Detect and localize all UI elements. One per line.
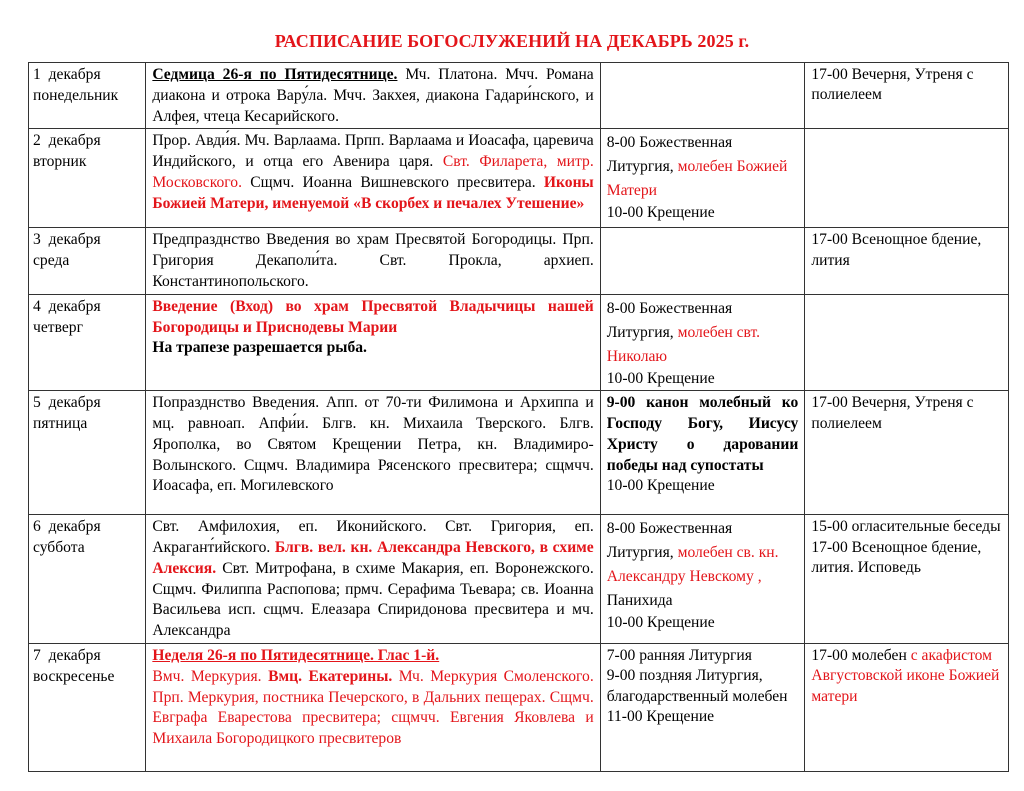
commemoration-text: Мч. Меркурия Смоленского. Прп. Меркурия, постника Печерского, в Дальних пещерах. Сщмч. Евграфа Еварестова пресвитера; сщмчч. Евгения Яковлева и Михаила Богородицкого пресвитеров xyxy=(152,667,594,748)
service-entry xyxy=(607,707,799,727)
evening-services-cell xyxy=(805,228,1009,294)
service-text: 7-00 ранняя Литургия xyxy=(606,646,752,664)
commemoration-text: Свт. Митрофана, в схиме Макария, еп. Воронежского. Сщмч. Филиппа Распопова; прмч. Серафима Тьевара; св. Иоанна Васильева исп. сщмч. Елеазара Спиридонова пресвитера и мч. Александра xyxy=(152,559,594,640)
service-text: Панихида xyxy=(606,592,673,610)
service-text: 10-00 Крещение xyxy=(606,477,715,495)
weekday: пятница xyxy=(33,414,88,432)
morning-services-cell xyxy=(600,643,805,771)
service-text: 17-00 Вечерня, Утреня с полиелеем xyxy=(811,66,974,104)
evening-services-cell xyxy=(805,63,1009,129)
service-text: 17-00 Всенощное бдение, лития. Исповедь xyxy=(811,538,982,576)
service-entry xyxy=(607,393,799,476)
date-cell xyxy=(29,515,146,644)
commemoration-text: Сщмч. Иоанна Вишневского пресвитера. xyxy=(241,173,544,191)
service-entry xyxy=(811,517,1002,537)
date-cell xyxy=(29,63,146,129)
service-entry xyxy=(811,65,1002,106)
schedule-row xyxy=(29,515,1009,644)
service-text: 8-00 Божественная Литургия, xyxy=(606,520,733,562)
date-cell xyxy=(29,129,146,228)
morning-services-cell xyxy=(600,63,805,129)
commemoration-cell xyxy=(146,643,600,771)
service-text: молебен св. кн. Александру Невскому , xyxy=(606,544,779,586)
commemoration-cell xyxy=(146,391,600,515)
commemoration-cell xyxy=(146,228,600,294)
commemoration-text: Седмица 26-я по Пятидесятнице. xyxy=(152,66,398,83)
service-entry xyxy=(811,646,1002,707)
date: 6 декабря xyxy=(33,518,101,536)
schedule-row xyxy=(29,129,1009,228)
date: 2 декабря xyxy=(33,132,101,150)
service-text: 10-00 Крещение xyxy=(606,204,715,222)
service-entry xyxy=(607,131,799,203)
service-entry xyxy=(607,613,799,633)
service-entry xyxy=(607,203,799,223)
service-text: 9-00 поздняя Литургия, благодарственный молебен xyxy=(606,667,788,705)
weekday: четверг xyxy=(33,318,83,336)
service-text: с акафистом Августовской иконе Божией матери xyxy=(811,646,1000,705)
commemoration-text: Попразднство Введения. Апп. от 70-ти Филимона и Архиппа и мц. равноап. Апфи́и. Блгв. кн. Михаила Тверского. Блгв. Ярополка, во Святом Крещении Петра, кн. Владимиро-Волынского. Сщмч. Владимира Рясенского пресвитера; сщмчч. Иоасафа, еп. Могилевского xyxy=(152,394,594,495)
commemoration-text: Введение (Вход) во храм Пресвятой Владычицы нашей Богородицы и Приснодевы Марии xyxy=(152,297,594,336)
date-cell xyxy=(29,294,146,390)
morning-services-cell xyxy=(600,228,805,294)
service-entry xyxy=(607,646,799,666)
commemoration-text: Предпразднство Введения во храм Пресвятой Богородицы. Прп. Григория Декаполи́та. Свт. Прокла, архиеп. Константинопольского. xyxy=(152,231,594,290)
date-cell xyxy=(29,643,146,771)
schedule-row xyxy=(29,643,1009,771)
service-text: молебен Божией Матери xyxy=(606,158,788,200)
evening-services-cell xyxy=(805,643,1009,771)
service-entry xyxy=(607,476,799,496)
service-text: 17-00 молебен xyxy=(811,646,911,664)
date-cell xyxy=(29,228,146,294)
schedule-row xyxy=(29,294,1009,390)
weekday: воскресенье xyxy=(33,667,115,685)
schedule-row xyxy=(29,63,1009,129)
service-text: 11-00 Крещение xyxy=(606,708,715,726)
evening-services-cell xyxy=(805,129,1009,228)
service-text: 8-00 Божественная Литургия, xyxy=(606,299,733,341)
date: 7 декабря xyxy=(33,646,101,664)
service-text: 8-00 Божественная Литургия, xyxy=(606,134,733,176)
date: 1 декабря xyxy=(33,66,101,83)
service-text: 10-00 Крещение xyxy=(606,369,715,387)
commemoration-text: На трапезе разрешается рыба. xyxy=(152,339,367,357)
page-title: РАСПИСАНИЕ БОГОСЛУЖЕНИЙ НА ДЕКАБРЬ 2025 г. xyxy=(274,31,750,51)
commemoration-cell xyxy=(146,63,600,129)
evening-services-cell xyxy=(805,294,1009,390)
morning-services-cell xyxy=(600,515,805,644)
weekday: суббота xyxy=(33,538,85,556)
service-text: 9-00 канон молебный ко Господу Богу, Иисусу Христу о даровании победы над супостаты xyxy=(606,394,799,474)
commemoration-cell xyxy=(146,129,600,228)
service-entry xyxy=(811,230,1002,271)
commemoration-text: Вмч. Меркурия. xyxy=(152,667,269,685)
service-entry xyxy=(607,666,799,707)
commemoration-text: Свт. Филарета, митр. Московского. xyxy=(152,153,594,191)
service-entry xyxy=(607,517,799,613)
commemoration-cell xyxy=(146,515,600,644)
schedule-table xyxy=(28,62,1009,772)
commemoration-text: Мч. Платона. Мчч. Романа диакона и отрока Вару́ла. Мчч. Закхея, диакона Гадари́нского, и Алфея, чтеца Кесарийского. xyxy=(152,66,594,125)
schedule-row xyxy=(29,228,1009,294)
weekday: среда xyxy=(33,252,70,270)
commemoration-text: Свт. Амфилохия, еп. Иконийского. Свт. Григория, еп. Акрагант́ийского. xyxy=(152,518,594,556)
service-entry xyxy=(607,369,799,389)
weekday: понедельник xyxy=(33,86,119,104)
service-text: 10-00 Крещение xyxy=(606,614,715,632)
service-text: молебен свт. Николаю xyxy=(606,323,761,365)
service-entry xyxy=(811,538,1002,579)
commemoration-text: Прор. Авди́я. Мч. Варлаама. Прпп. Варлаама и Иоасафа, царевича Индийского, и отца его Авенира царя. xyxy=(152,132,594,171)
commemoration-text: Иконы Божией Матери, именуемой «В скорбех и печалех Утешение» xyxy=(152,173,594,212)
morning-services-cell xyxy=(600,129,805,228)
service-text: 15-00 огласительные беседы xyxy=(811,518,1001,536)
service-entry xyxy=(607,297,799,369)
commemoration-text: Вмц. Екатерины. xyxy=(268,667,393,685)
weekday: вторник xyxy=(33,153,87,171)
date: 5 декабря xyxy=(33,394,101,412)
date: 4 декабря xyxy=(33,297,101,315)
evening-services-cell xyxy=(805,515,1009,644)
morning-services-cell xyxy=(600,391,805,515)
service-text: 17-00 Вечерня, Утреня с полиелеем xyxy=(811,394,974,432)
evening-services-cell xyxy=(805,391,1009,515)
date: 3 декабря xyxy=(33,231,101,249)
schedule-row xyxy=(29,391,1009,515)
commemoration-text: Неделя 26-я по Пятидесятнице. Глас 1-й. xyxy=(152,646,440,664)
morning-services-cell xyxy=(600,294,805,390)
service-text: 17-00 Всенощное бдение, лития xyxy=(811,231,982,269)
commemoration-text: Блгв. вел. кн. Александра Невского, в схиме Алексия. xyxy=(152,538,594,577)
commemoration-cell xyxy=(146,294,600,390)
service-entry xyxy=(811,393,1002,434)
date-cell xyxy=(29,391,146,515)
